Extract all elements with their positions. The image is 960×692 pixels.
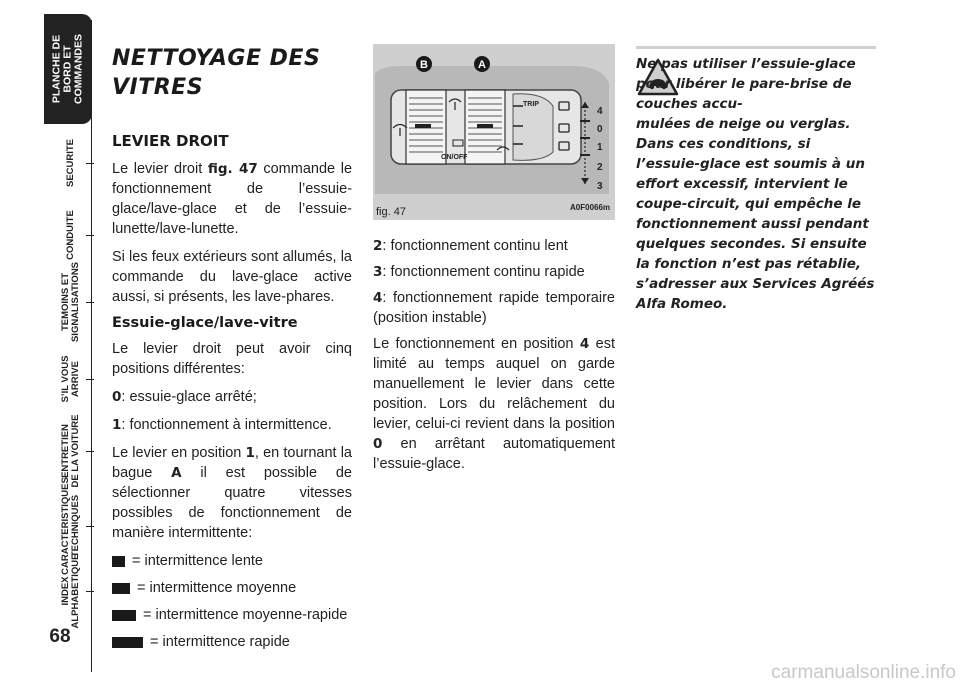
scale-3: 3: [597, 181, 603, 192]
speed-slow: [112, 551, 352, 571]
tab-tick: [86, 451, 94, 452]
column-middle: [373, 236, 615, 480]
column-left: [112, 44, 352, 659]
paragraph-position-4: [373, 334, 615, 474]
tab-planche-de-bord[interactable]: [44, 14, 92, 124]
figure-ref: fig. 47: [207, 161, 258, 177]
page-number: 68: [49, 626, 71, 647]
position-3: [373, 262, 615, 282]
warning-box: [636, 54, 876, 314]
section-title: LEVIER DROIT: [112, 132, 229, 150]
tab-label: S’IL VOUS ARRIVE: [60, 355, 81, 403]
text: est limité au temps auquel on garde manuellement le levier dans cette position. Lors du relâchement du levier, celui-ci revient dans la position: [373, 336, 615, 432]
footer-watermark[interactable]: carmanualsonline.info: [771, 662, 956, 683]
scale-2: 2: [597, 162, 603, 173]
speed-fast: [112, 632, 352, 652]
figure-code: A0F0066m: [570, 203, 611, 212]
position-number: 3: [373, 264, 383, 280]
tab-label: ENTRETIEN DE LA VOITURE: [60, 414, 81, 488]
position-text: : fonctionnement rapide temporaire (position instable): [373, 290, 615, 326]
speed-text: = intermittence moyenne-rapide: [143, 607, 348, 623]
paragraph-positions: Le levier droit peut avoir cinq positions différentes:: [112, 341, 352, 377]
page-title-line2: VITRES: [112, 75, 204, 100]
scale-0: 0: [597, 124, 603, 135]
warning-text-first: Ne pas utiliser l’essuie-glace pour libérer le pare-brise de couches accu-: [636, 56, 856, 112]
position-text: : fonctionnement continu lent: [382, 238, 568, 254]
position-text: : essuie-glace arrêté;: [121, 389, 257, 405]
speed-bar-icon: [112, 637, 143, 648]
position-number: 0: [112, 389, 122, 405]
tab-tick: [86, 591, 94, 592]
scale-1: 1: [597, 142, 603, 153]
tab-tick: [86, 163, 94, 164]
ring-label: A: [171, 465, 182, 481]
tab-label: TEMOINS ET SIGNALISATIONS: [60, 261, 81, 343]
text: il est possible de sélectionner quatre vitesses possibles de fonctionnement de manière intermittente:: [112, 465, 352, 541]
warning-rule: [636, 46, 876, 49]
tab-securite[interactable]: [40, 124, 102, 202]
ring-a: [465, 90, 505, 164]
speed-text: = intermittence rapide: [150, 634, 290, 650]
position-0: [112, 387, 352, 407]
tab-label: INDEX ALPHABETIQUE: [60, 553, 81, 629]
speed-medium-fast: [112, 605, 352, 625]
scale-4: 4: [597, 106, 603, 117]
position-number: 4: [373, 290, 383, 306]
speed-text: = intermittence lente: [132, 553, 263, 569]
onoff-label: ON/OFF: [441, 154, 468, 161]
position-number: 0: [373, 436, 383, 452]
label-a: A: [478, 59, 486, 71]
text: Le fonctionnement en position: [373, 336, 580, 352]
trip-label: TRIP: [523, 101, 539, 108]
tab-tick: [86, 302, 94, 303]
text: commande le fonctionnement de l’essuie-glace/lave-glace et de l’essuie-lunette/lave-lunette.: [112, 161, 353, 237]
speed-bar-icon: [112, 583, 130, 594]
speed-text: = intermittence moyenne: [137, 580, 297, 596]
speed-bar-icon: [112, 610, 136, 621]
position-text: : fonctionnement à intermittence.: [121, 417, 332, 433]
label-b: B: [420, 59, 428, 71]
tab-label: SECURITE: [65, 138, 76, 188]
tab-temoins[interactable]: [40, 262, 102, 342]
text: Le levier droit: [112, 161, 208, 177]
speed-medium: [112, 578, 352, 598]
page-title-line1: NETTOYAGE DES: [112, 46, 321, 71]
speed-bar-icon: [112, 556, 125, 567]
tab-sil-vous-arrive[interactable]: [40, 340, 102, 418]
page-title: [112, 44, 352, 102]
ring-b: [406, 90, 446, 164]
figure-47: [373, 44, 615, 220]
subsection-title: Essuie-glace/lave-vitre: [112, 315, 298, 331]
position-number: 2: [373, 238, 383, 254]
tab-tick: [86, 235, 94, 236]
warning-text: mulées de neige ou verglas. Dans ces conditions, si l’essuie-glace est soumis à un effort excessif, intervient le coupe-circuit, qui empêche le fonctionnement aussi pendant quelques secondes. Si ensuite la fonction n’est pas rétablie, s’adresser aux Services Agréés Alfa Romeo.: [636, 116, 875, 312]
paragraph-ring: [112, 443, 352, 543]
figure-caption: fig. 47: [376, 206, 406, 218]
position-number: 4: [579, 336, 590, 352]
tab-tick: [86, 526, 94, 527]
position-text: : fonctionnement continu rapide: [382, 264, 585, 280]
position-4: [373, 288, 615, 328]
chapter-nav: [0, 0, 100, 692]
position-number: 1: [112, 417, 122, 433]
tab-label: CARACTERISTIQUES TECHNIQUES: [60, 477, 81, 575]
tab-label: PLANCHE DE BORD ET COMMANDES: [50, 34, 85, 104]
position-2: [373, 236, 615, 256]
tab-index[interactable]: [40, 552, 102, 630]
text: en arrêtant automatiquement l’essuie-glace.: [373, 436, 615, 472]
tab-label: CONDUITE: [65, 210, 76, 260]
position-1: [112, 415, 352, 435]
paragraph-intro: [112, 159, 352, 239]
text: Le levier en position: [112, 445, 246, 461]
tab-tick: [86, 379, 94, 380]
position-number: 1: [245, 445, 255, 461]
paragraph-lights: Si les feux extérieurs sont allumés, la commande du lave-glace active aussi, si présents, les lave-phares.: [112, 249, 352, 305]
lever-illustration: [373, 44, 615, 220]
text: , en tournant la bague: [112, 445, 352, 481]
